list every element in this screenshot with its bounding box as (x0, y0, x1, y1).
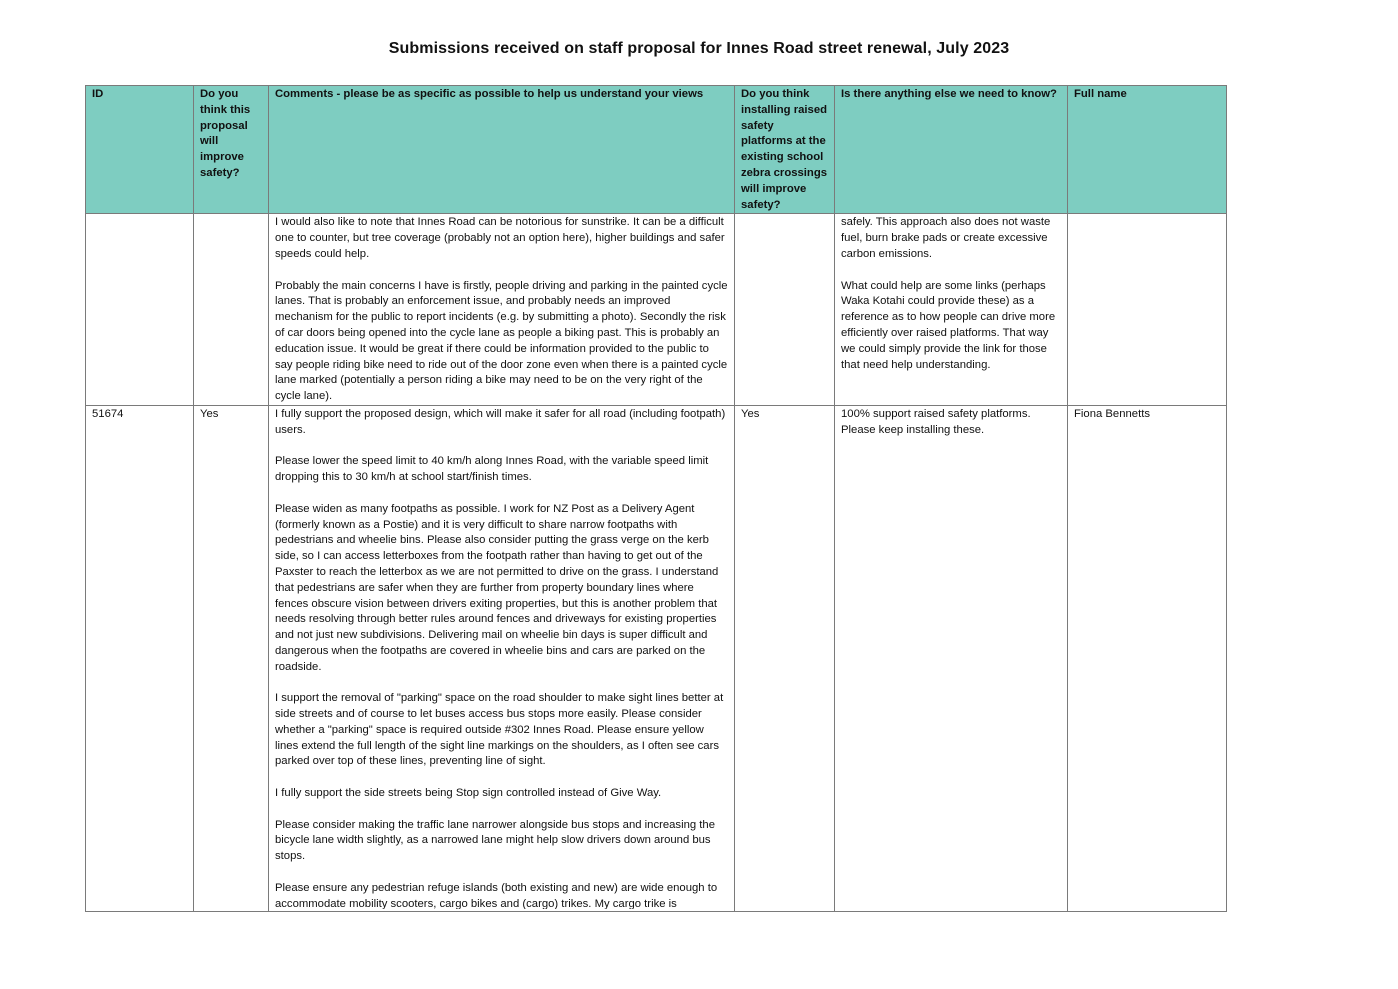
page-title: Submissions received on staff proposal for Innes Road street renewal, July 2023 (388, 40, 1010, 57)
submissions-table (85, 85, 1227, 912)
comment-paragraph: Please ensure any pedestrian refuge islands (both existing and new) are wide enough to accommodate mobility scooters, cargo bikes and (cargo) trikes. My cargo trike is (275, 881, 718, 909)
header-raised-platforms: Do you think installing raised safety platforms at the existing school zebra crossings will improve safety? (735, 86, 835, 214)
table-row (86, 405, 1227, 911)
note-paragraph: 100% support raised safety platforms. Please keep installing these. (841, 407, 1031, 436)
comment-paragraph: I would also like to note that Innes Road can be notorious for sunstrike. It can be a difficult one to counter, but tree coverage (probably not an option here), higher buildings and safer speeds could help. (275, 216, 725, 260)
header-improve-safety: Do you think this proposal will improve safety? (194, 86, 269, 214)
cell-full-name (1068, 214, 1227, 406)
cell-anything-else (835, 405, 1068, 911)
cell-anything-else (835, 214, 1068, 406)
comment-paragraph: Please consider making the traffic lane narrower alongside bus stops and increasing the bicycle lane width slightly, as a narrowed lane might help slow drivers down around bus stops. (275, 818, 715, 863)
header-comments: Comments - please be as specific as possible to help us understand your views (269, 86, 735, 214)
cell-id (86, 214, 194, 406)
header-anything-else: Is there anything else we need to know? (835, 86, 1068, 214)
note-paragraph: safely. This approach also does not waste fuel, burn brake pads or create excessive carbon emissions. (841, 216, 1051, 260)
comment-paragraph: Please lower the speed limit to 40 km/h along Innes Road, with the variable speed limit dropping this to 30 km/h at school start/finish times. (275, 455, 709, 484)
comment-paragraph: I fully support the side streets being Stop sign controlled instead of Give Way. (275, 787, 662, 800)
comment-paragraph: I support the removal of "parking" space on the road shoulder to make sight lines better at side streets and of course to let buses access bus stops more easily. Please consider whether a "parking" space is required outside #302 Innes Road. Please ensure yellow lines extend the full length of the sight line markings on the shoulders, as I often see cars parked over top of these lines, preventing line of sight. (275, 692, 724, 768)
table-header-row (86, 86, 1227, 214)
cell-full-name: Fiona Bennetts (1068, 405, 1227, 911)
table-row (86, 214, 1227, 406)
cell-id: 51674 (86, 405, 194, 911)
cell-improve-safety: Yes (194, 405, 269, 911)
header-full-name: Full name (1068, 86, 1227, 214)
note-paragraph: What could help are some links (perhaps Waka Kotahi could provide these) as a reference as to how people can drive more efficiently over raised platforms. That way we could simply provide the link for those that need help understanding. (841, 279, 1056, 371)
cell-raised-platforms: Yes (735, 405, 835, 911)
cell-raised-platforms (735, 214, 835, 406)
comment-paragraph: Probably the main concerns I have is firstly, people driving and parking in the painted cycle lanes. That is probably an enforcement issue, and probably needs an improved mechanism for the public to report incidents (e.g. by submitting a photo). Secondly the risk of car doors being opened into the cycle lane as people a biking past. This is probably an education issue. It would be great if there could be information provided to the public to say people riding bike need to ride out of the door zone even when there is a painted cycle lane marked (potentially a person riding a bike may need to be on the very right of the cycle lane). (275, 279, 728, 403)
comment-paragraph: Please widen as many footpaths as possible. I work for NZ Post as a Delivery Agent (formerly known as a Postie) and it is very difficult to share narrow footpaths with pedestrians and wheelie bins. Please also consider putting the grass verge on the kerb side, so I can access letterboxes from the footpath rather than having to get out of the Paxster to reach the letterbox as we are not permitted to drive on the grass. I understand that pedestrians are safer when they are further from property boundary lines where fences obscure vision between drivers exiting properties, but this is another problem that needs resolving through better rules around fences and driveways for existing properties and not just new subdivisions. Delivering mail on wheelie bin days is super difficult and dangerous when the footpaths are covered in wheelie bins and cars are parked on the roadside. (275, 502, 719, 673)
cell-comments (269, 405, 735, 911)
cell-comments (269, 214, 735, 406)
comment-paragraph: I fully support the proposed design, which will make it safer for all road (including footpath) users. (275, 407, 726, 436)
header-id: ID (86, 86, 194, 214)
cell-improve-safety (194, 214, 269, 406)
